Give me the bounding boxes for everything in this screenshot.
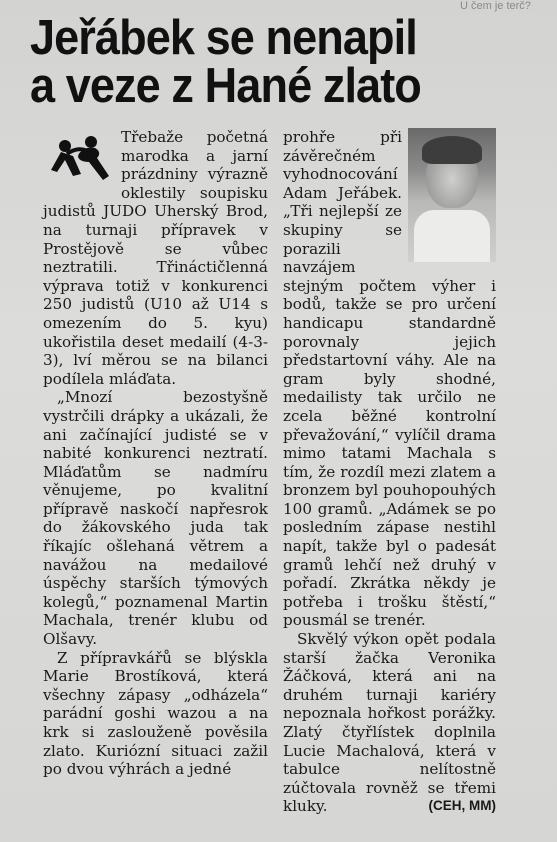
headline-line-2: a veze z Hané zlato bbox=[30, 59, 421, 113]
article-column-left bbox=[43, 128, 268, 779]
paragraph-1: Třebaže početná marodka a jarní prázdniny výrazně oklestily soupisku judistů JUDO Uherský Brod, na turnaji přípravek v Prostějově se vůbec neztratili. Třináctičlenná výprava totiž v konkurenci 250 judistů (U10 až U14 s omezením do 5. kyu) ukořistila deset medailí (4-3-3), lví měrou se na bilanci podílela mláďata. bbox=[43, 128, 268, 388]
paragraph-3: Z přípravkářů se blýskla Marie Brostíková, která všechny zápasy „odházela“ parádní goshi wazou a na krk si zaslouženě pověsila zlato. Kuriózní situaci zažil po dvou výhrách a jedné bbox=[43, 648, 268, 779]
paragraph-4: prohře při závěrečném vyhodnocování Adam Jeřábek. „Tři nejlepší ze skupiny se porazili navzájem stejným počtem výher i bodů, takže se pro určení handicapu standardně porovnaly jejich předstartovní váhy. Ale na gram byly shodné, medailisty tak určilo ne zcela běžné kontrolní převažování,“ vylíčil drama mimo tatami Machala s tím, že rozdíl mezi zlatem a bronzem byl pouhopouhých 100 gramů. „Adámek se po posledním zápase nestihl napít, takže byl o padesát gramů lehčí než druhý v pořadí. Zkrátka někdy je potřeba i trošku štěstí,“ pousmál se trenér. bbox=[283, 128, 496, 630]
article-column-right bbox=[283, 128, 496, 816]
paragraph-2: „Mnozí bezostyšně vystrčili drápky a ukázali, že ani začínající judisté se v nabité konkurenci neztratí. Mláďatům se nadmíru věnujeme, po kvalitní přípravě naskočí napřesrok do žákovského juda tak říkajíc ošlehaná větrem a navážou na medailové úspěchy starších týmových kolegů,“ poznamenal Martin Machala, trenér klubu od Olšavy. bbox=[43, 388, 268, 649]
paragraph-5: Skvělý výkon opět podala starší žačka Veronika Žáčková, která ani na druhém turnaji kariéry nepoznala hořkost porážky. Zlatý čtyřlístek doplnila Lucie Machalová, která v tabulce nelítostně zúčtovala rovněž se třemi kluky. (CEH, MM) bbox=[283, 630, 496, 816]
author-byline: (CEH, MM) bbox=[428, 798, 496, 814]
adjacent-article-bleed: U čem je terč? bbox=[460, 0, 531, 12]
boy-in-judogi-photo bbox=[408, 128, 496, 262]
headline-line-1: Jeřábek se nenapil bbox=[30, 11, 417, 65]
judo-throw-icon bbox=[43, 132, 113, 184]
headline bbox=[30, 11, 508, 113]
